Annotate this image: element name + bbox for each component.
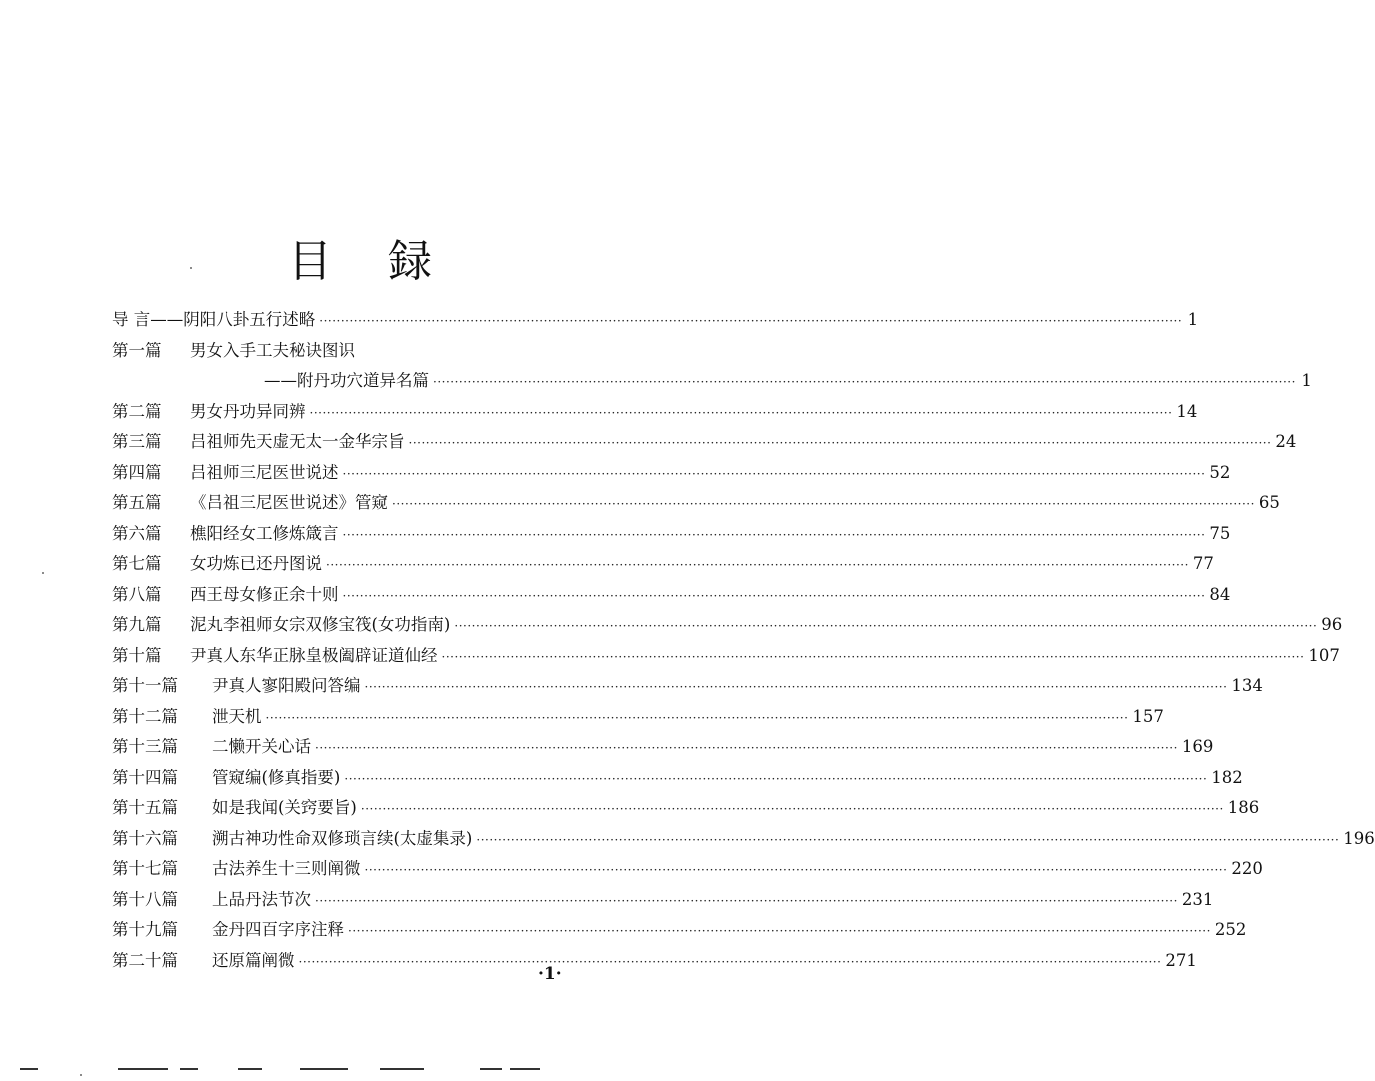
toc-chapter-label: 第十五篇 <box>112 798 178 817</box>
toc-chapter-title: 溯古神功性命双修琐言续(太虚集录) <box>212 828 473 848</box>
toc-chapter-title: 还原篇阐微 <box>212 950 295 970</box>
toc-dot-leader: ········································································································································································································ <box>408 436 1272 450</box>
toc-page-number: 1 <box>1187 310 1199 329</box>
toc-entry <box>112 610 1343 640</box>
toc-entry <box>112 885 1214 915</box>
toc-dot-leader: ········································································································································································································ <box>433 375 1296 389</box>
toc-chapter-title: 樵阳经女工修炼箴言 <box>190 523 339 543</box>
toc-dot-leader: ········································································································································································································ <box>298 954 1162 969</box>
toc-page-number: 107 <box>1308 645 1340 665</box>
toc-entry <box>112 824 1375 854</box>
toc-chapter-title: 吕祖师先天虚无太一金华宗旨 <box>190 432 405 451</box>
toc-entry <box>112 793 1260 823</box>
scan-mark <box>380 1068 424 1070</box>
toc-page-number: 169 <box>1181 737 1214 756</box>
toc-page-number: 1 <box>1301 371 1312 390</box>
toc-entry <box>112 427 1297 457</box>
scan-speck <box>42 572 44 574</box>
toc-page-number: 84 <box>1209 584 1231 604</box>
scan-speck <box>190 267 192 269</box>
toc-dot-leader: ········································································································································································································ <box>454 619 1318 633</box>
toc-entry-body <box>212 946 1197 977</box>
toc-chapter-title: 男女丹功异同辨 <box>190 401 306 421</box>
toc-page-number: 134 <box>1231 676 1263 695</box>
toc-entry-body <box>212 854 1263 885</box>
toc-entry <box>112 519 1231 549</box>
toc-chapter-label: 第一篇 <box>112 340 162 360</box>
toc-dot-leader: ········································································································································································································ <box>344 771 1208 786</box>
toc-chapter-label: 第八篇 <box>112 584 162 604</box>
toc-dot-leader: ········································································································································································································ <box>265 710 1129 725</box>
toc-chapter-label: 第四篇 <box>112 462 162 482</box>
toc-dot-leader: ········································································································································································································ <box>348 924 1211 938</box>
toc-chapter-label: 第三篇 <box>112 432 162 451</box>
toc-entry <box>112 915 1247 945</box>
scan-mark <box>480 1068 502 1070</box>
toc-page-number: 196 <box>1343 828 1375 848</box>
toc-entry-body <box>190 610 1343 641</box>
toc-chapter-label: 第十四篇 <box>112 767 178 787</box>
toc-chapter-label: 第二篇 <box>112 401 162 421</box>
toc-page-number: 252 <box>1214 920 1247 939</box>
toc-entry <box>112 488 1280 518</box>
toc-chapter-label: 第十篇 <box>112 645 162 665</box>
toc-entry <box>112 702 1164 732</box>
toc-chapter-label: 第十七篇 <box>112 859 178 878</box>
toc-chapter-label: 第七篇 <box>112 554 162 573</box>
scan-mark <box>20 1068 38 1070</box>
toc-entry-body <box>190 458 1231 489</box>
toc-entry <box>112 854 1263 884</box>
toc-entry-body <box>212 763 1243 794</box>
toc-page-number: 157 <box>1132 706 1164 726</box>
toc-dot-leader: ········································································································································································································ <box>364 863 1228 877</box>
toc-page-number: 14 <box>1176 401 1198 421</box>
toc-entry-body <box>190 488 1280 519</box>
toc-chapter-title: 如是我闻(关窍要旨) <box>212 798 357 817</box>
toc-chapter-title: 女功炼已还丹图说 <box>190 554 322 573</box>
page-number: ·1· <box>538 964 562 984</box>
toc-page-number: 182 <box>1211 767 1243 787</box>
toc-dot-leader: ········································································································································································································ <box>360 802 1224 816</box>
toc-dot-leader: ········································································································································································································ <box>476 832 1340 847</box>
toc-dot-leader: ········································································································································································································ <box>342 588 1206 603</box>
toc-dot-leader: ········································································································································································································ <box>315 741 1178 755</box>
toc-chapter-title: 尹真人寥阳殿问答编 <box>212 676 361 695</box>
scan-mark <box>118 1068 168 1070</box>
toc-chapter-label: 第二十篇 <box>112 950 178 970</box>
toc-title <box>0 232 750 292</box>
toc-entry-body <box>112 305 1199 336</box>
toc-entry-body <box>190 580 1231 611</box>
scan-artifacts <box>0 1068 750 1074</box>
toc-chapter-label: 第十二篇 <box>112 706 178 726</box>
scan-mark <box>238 1068 262 1070</box>
toc-chapter-label: 第十一篇 <box>112 676 178 695</box>
title-char-2: 録 <box>388 236 432 287</box>
scan-mark <box>180 1068 198 1070</box>
toc-entry-body <box>212 702 1164 733</box>
toc-dot-leader: ········································································································································································································ <box>326 558 1189 572</box>
toc-page-number: 75 <box>1209 523 1231 543</box>
toc-dot-leader: ········································································································································································································ <box>309 405 1173 420</box>
toc-chapter-title: 西王母女修正余十则 <box>190 584 339 604</box>
toc-page-number: 24 <box>1275 432 1297 451</box>
toc-entry <box>112 397 1198 427</box>
toc-chapter-title: 上品丹法节次 <box>212 889 311 909</box>
toc-page-number: 186 <box>1227 798 1260 817</box>
toc-entry <box>112 366 1312 396</box>
toc-entry <box>112 641 1340 671</box>
toc-chapter-title: 男女入手工夫秘诀图识 <box>190 340 355 360</box>
toc-chapter-label: 第六篇 <box>112 523 162 543</box>
toc-entry-body <box>212 793 1260 824</box>
toc-page-number: 220 <box>1231 859 1263 878</box>
toc-entry-body <box>264 366 1312 397</box>
toc-entry <box>112 732 1214 762</box>
toc-page-number: 65 <box>1258 493 1280 512</box>
toc-chapter-title: 吕祖师三尼医世说述 <box>190 462 339 482</box>
toc-dot-leader: ········································································································································································································ <box>441 649 1305 664</box>
toc-chapter-title: ——附丹功穴道异名篇 <box>264 371 429 390</box>
toc-chapter-title: 导 言——阴阳八卦五行述略 <box>112 310 316 329</box>
toc-dot-leader: ········································································································································································································ <box>342 466 1206 481</box>
toc-entry-body <box>212 824 1375 855</box>
toc-entry <box>112 305 1199 335</box>
toc-page-number: 271 <box>1165 950 1197 970</box>
toc-page-number: 231 <box>1181 889 1214 909</box>
toc-chapter-title: 《吕祖三尼医世说述》管窥 <box>190 493 388 512</box>
toc-chapter-label: 第五篇 <box>112 493 162 512</box>
toc-entry <box>112 763 1243 793</box>
toc-entry-body <box>190 519 1231 550</box>
toc-page-number: 77 <box>1192 554 1214 573</box>
toc-chapter-label: 第十六篇 <box>112 828 178 848</box>
scan-mark <box>300 1068 348 1070</box>
toc-entry-body <box>190 336 355 366</box>
toc-chapter-label: 第十八篇 <box>112 889 178 909</box>
toc-chapter-title: 尹真人东华正脉皇极阖辟证道仙经 <box>190 645 438 665</box>
table-of-contents <box>0 305 1375 970</box>
toc-dot-leader: ········································································································································································································ <box>319 314 1183 328</box>
toc-entry <box>112 580 1231 610</box>
toc-dot-leader: ········································································································································································································ <box>315 893 1178 908</box>
toc-entry <box>112 336 624 366</box>
toc-chapter-title: 泄天机 <box>212 706 262 726</box>
toc-chapter-label: 第十九篇 <box>112 920 178 939</box>
toc-entry-body <box>190 427 1297 458</box>
toc-entry-body <box>212 671 1263 702</box>
toc-entry-body <box>212 732 1214 763</box>
toc-entry-body <box>190 641 1340 672</box>
toc-page-number: 52 <box>1209 462 1231 482</box>
toc-chapter-title: 泥丸李祖师女宗双修宝筏(女功指南) <box>190 615 451 634</box>
toc-entry <box>112 671 1263 701</box>
title-char-1: 目 <box>288 236 332 287</box>
toc-entry-body <box>190 397 1198 428</box>
toc-entry-body <box>212 885 1214 916</box>
scan-mark <box>510 1068 540 1070</box>
toc-entry <box>112 458 1231 488</box>
toc-dot-leader: ········································································································································································································ <box>342 527 1206 542</box>
toc-chapter-title: 金丹四百字序注释 <box>212 920 344 939</box>
toc-dot-leader: ········································································································································································································ <box>364 680 1228 694</box>
toc-page-number: 96 <box>1321 615 1343 634</box>
toc-chapter-label: 第十三篇 <box>112 737 178 756</box>
toc-chapter-title: 古法养生十三则阐微 <box>212 859 361 878</box>
toc-entry-body <box>212 915 1247 946</box>
toc-entry <box>112 549 1214 579</box>
toc-chapter-label: 第九篇 <box>112 615 162 634</box>
toc-dot-leader: ········································································································································································································ <box>392 497 1255 511</box>
toc-chapter-title: 管窥编(修真指要) <box>212 767 341 787</box>
toc-entry-body <box>190 549 1214 580</box>
scan-speck <box>80 1074 82 1076</box>
toc-chapter-title: 二懒开关心话 <box>212 737 311 756</box>
